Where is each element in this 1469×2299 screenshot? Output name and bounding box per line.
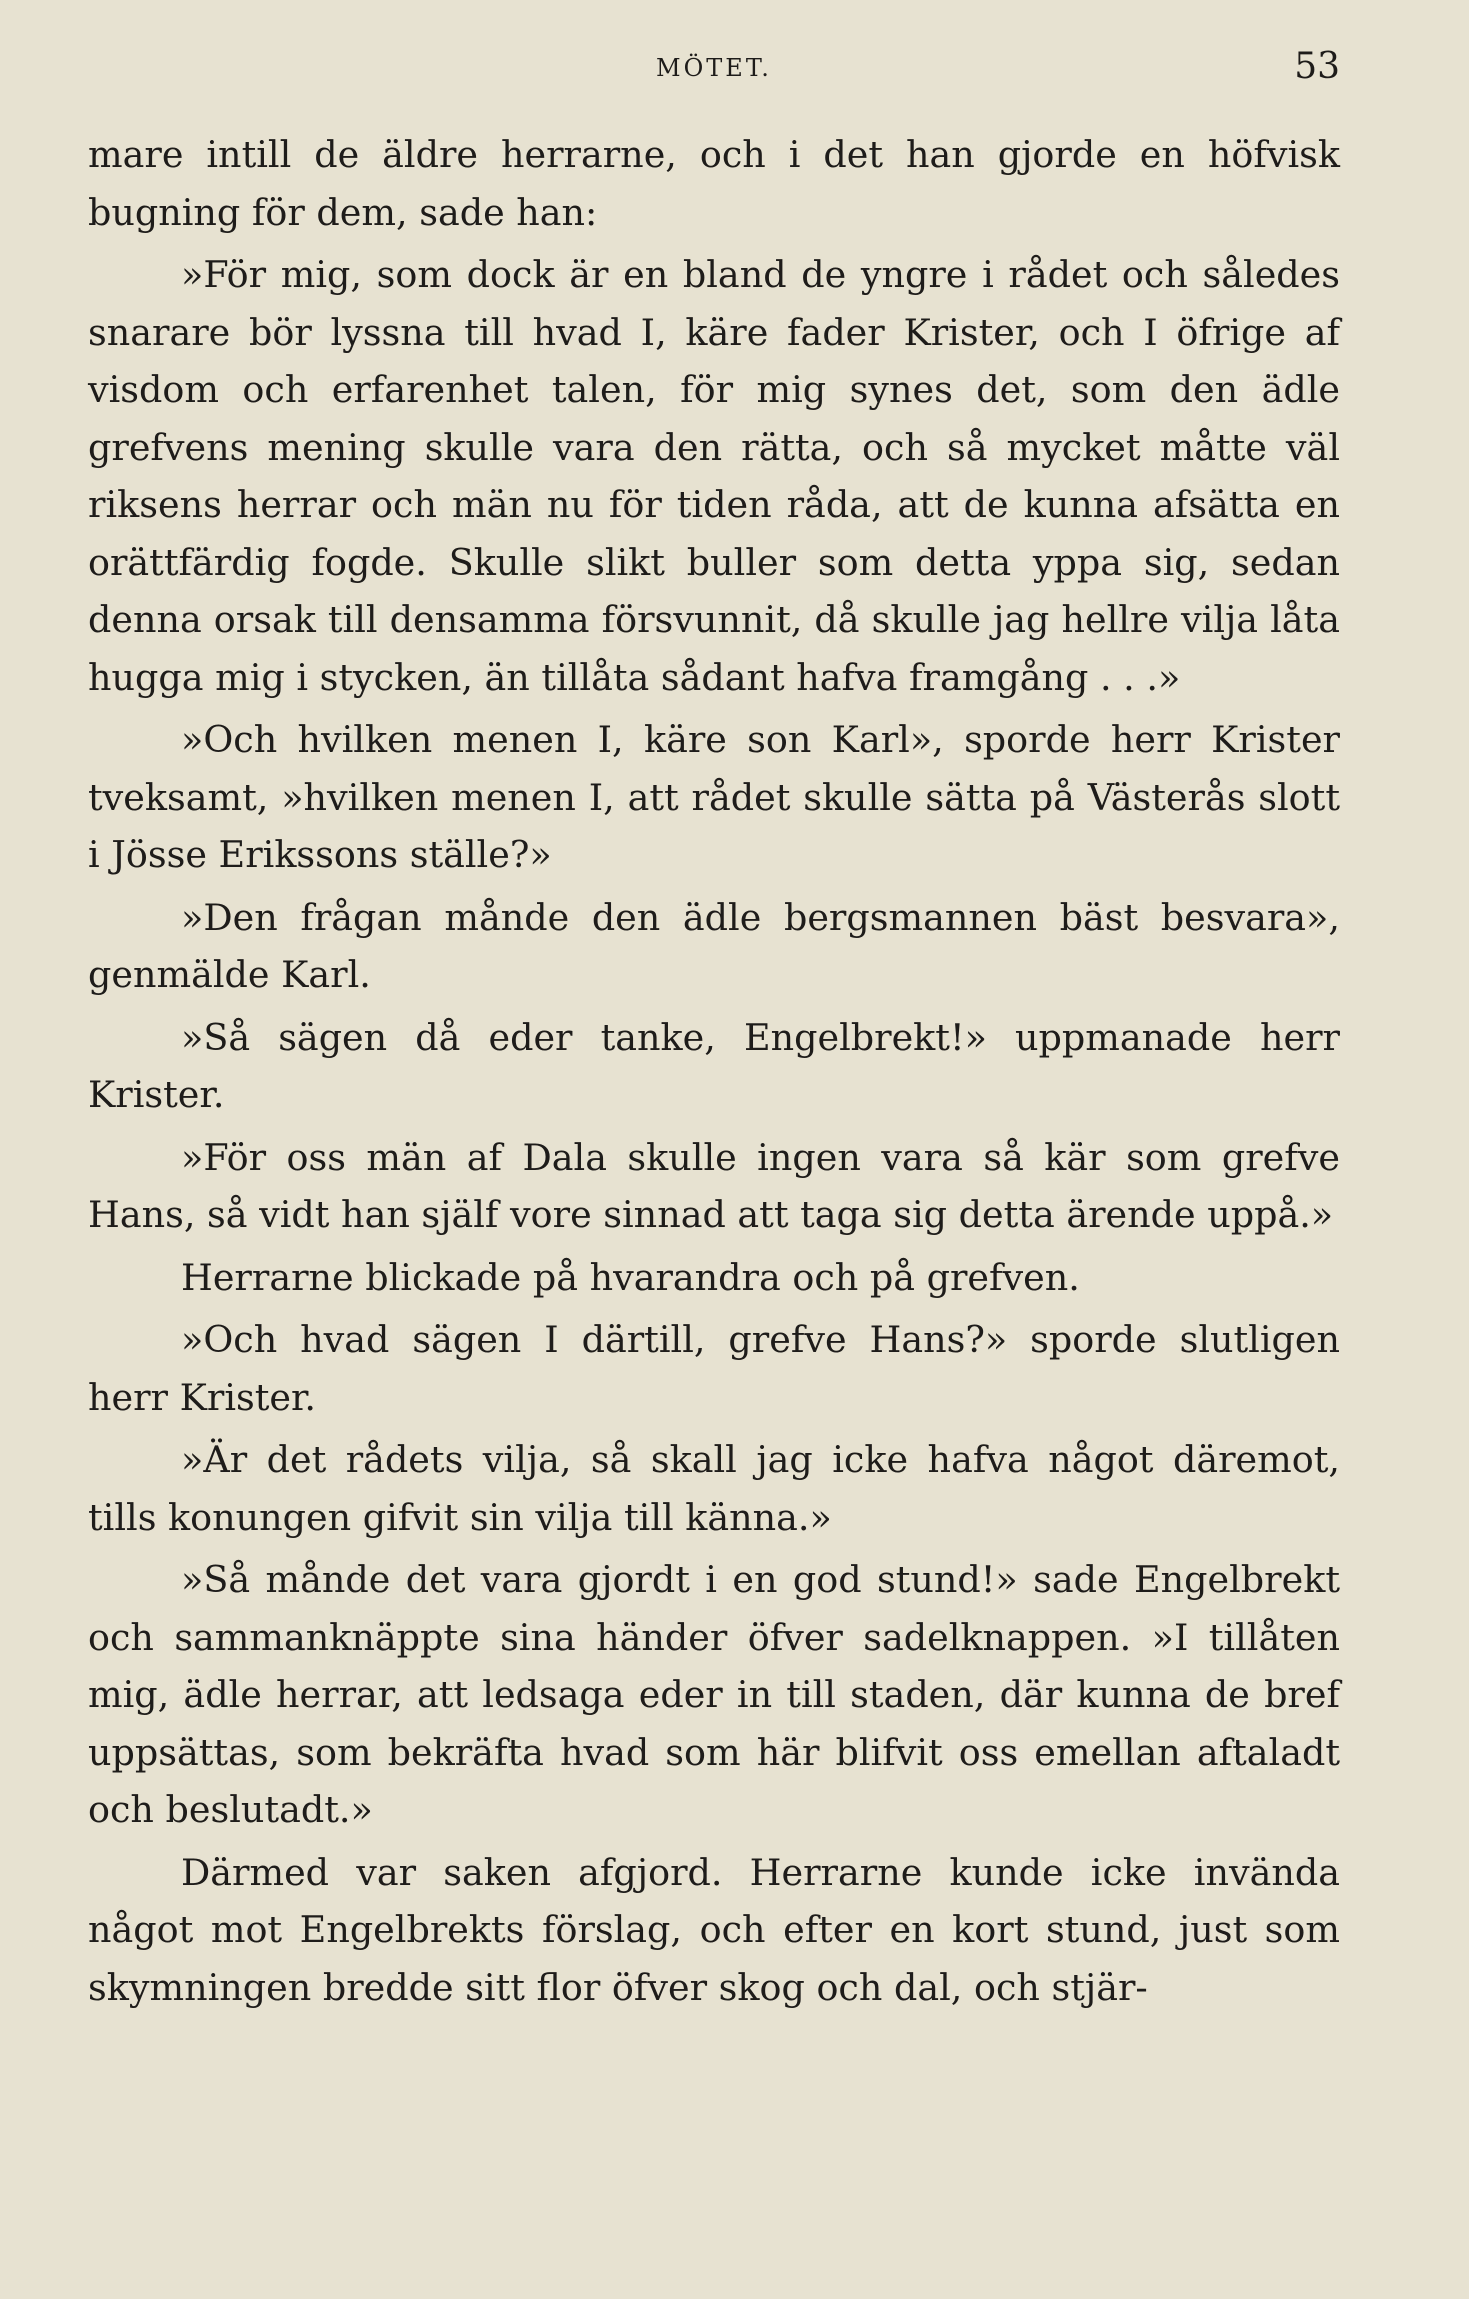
paragraph: »Så sägen då eder tanke, Engelbrekt!» uppmanade herr Krister. (88, 1015, 1340, 1116)
paragraph: »Och hvilken menen I, käre son Karl», sporde herr Krister tveksamt, »hvilken menen I, att rådet skulle sätta på Västerås slott i Jösse Erikssons ställe?» (88, 718, 1340, 876)
paragraph: Därmed var saken afgjord. Herrarne kunde icke invända något mot Engelbrekts förslag, och efter en kort stund, just som skymningen bredde sitt flor öfver skog och dal, och stjär- (88, 1850, 1340, 2009)
paragraph: Herrarne blickade på hvarandra och på grefven. (181, 1255, 1080, 1299)
paragraph: »För oss män af Dala skulle ingen vara så kär som grefve Hans, så vidt han själf vore sinnad att taga sig detta ärende uppå.» (88, 1135, 1340, 1236)
body-text (88, 126, 1340, 2021)
paragraph: »För mig, som dock är en bland de yngre i rådet och således snarare bör lyssna till hvad I, käre fader Krister, och I öfrige af visdom och erfarenhet talen, för mig synes det, som den ädle grefvens mening skulle vara den rätta, och så mycket måtte väl riksens herrar och män nu för tiden råda, att de kunna afsätta en orättfärdig fogde. Skulle slikt buller som detta yppa sig, sedan denna orsak till densamma försvunnit, då skulle jag hellre vilja låta hugga mig i stycken, än tillåta sådant hafva framgång . . .» (88, 253, 1340, 699)
paragraph: »Den frågan månde den ädle bergsmannen bäst besvara», genmälde Karl. (88, 895, 1340, 996)
paragraph: »Är det rådets vilja, så skall jag icke hafva något däremot, tills konungen gifvit sin vilja till känna.» (88, 1438, 1340, 1539)
page-header (88, 46, 1340, 90)
page-number: 53 (1294, 46, 1340, 87)
running-title: MÖTET. (656, 54, 772, 82)
paragraph: mare intill de äldre herrarne, och i det han gjorde en höfvisk bugning för dem, sade han: (88, 133, 1340, 234)
paragraph: »Så månde det vara gjordt i en god stund!» sade Engelbrekt och sammanknäppte sina händer öfver sadelknappen. »I tillåten mig, ädle herrar, att ledsaga eder in till staden, där kunna de bref uppsättas, som bekräfta hvad som här blifvit oss emellan aftaladt och beslutadt.» (88, 1558, 1340, 1831)
paragraph: »Och hvad sägen I därtill, grefve Hans?» sporde slutligen herr Krister. (88, 1318, 1340, 1419)
